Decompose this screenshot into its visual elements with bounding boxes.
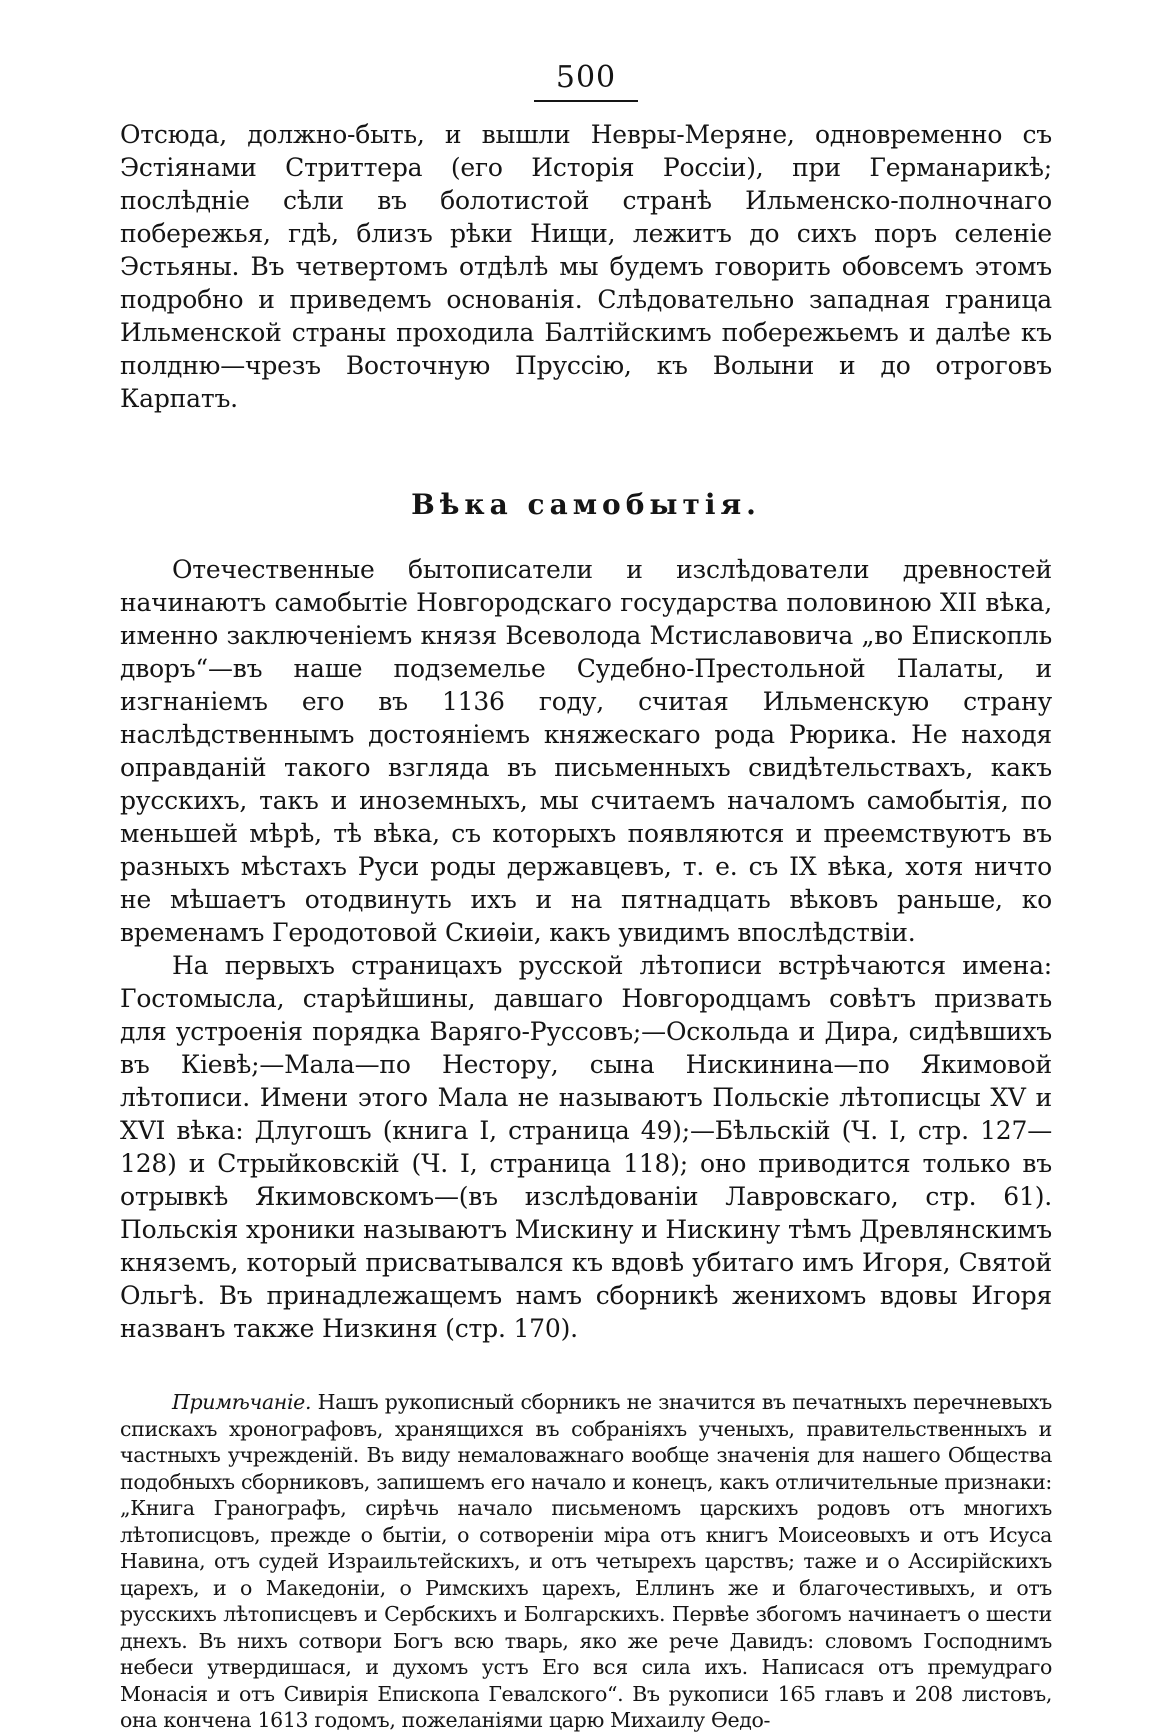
intro-paragraph: Отсюда, должно-быть, и вышли Невры-Меряне, одновременно съ Эстіянами Стриттера (его Исторія Россіи), при Германарикѣ; послѣдніе сѣли въ болотистой странѣ Ильменско-полночнаго побережья, гдѣ, близъ рѣки Нищи, лежитъ до сихъ поръ селеніе Эстьяны. Въ четвертомъ отдѣлѣ мы будемъ говорить обовсемъ этомъ подробно и приведемъ основанія. Слѣдовательно западная граница Ильменской страны проходила Балтійскимъ побережьемъ и далѣе къ полдню—чрезъ Восточную Пруссію, къ Волыни и до отроговъ Карпатъ. — [120, 120, 1052, 413]
body-paragraph-2: На первыхъ страницахъ русской лѣтописи встрѣчаются имена: Гостомысла, старѣйшины, давшаго Новгородцамъ совѣтъ призвать для устроенія порядка Варяго-Руссовъ;—Оскольда и Дира, сидѣвшихъ въ Кіевѣ;—Мала—по Нестору, сына Нискинина—по Якимовой лѣтописи. Имени этого Мала не называютъ Польскіе лѣтописцы XV и XVI вѣка: Длугошъ (книга I, страница 49);—Бѣльскій (Ч. I, стр. 127—128) и Стрыйковскій (Ч. I, страница 118); оно приводится только въ отрывкѣ Якимовскомъ—(въ изслѣдованіи Лавровскаго, стр. 61). Польскія хроники называютъ Мискину и Нискину тѣмъ Древлянскимъ княземъ, который присватывался къ вдовѣ убитаго имъ Игоря, Святой Ольгѣ. Въ принадлежащемъ намъ сборникѣ женихомъ вдовы Игоря названъ также Низкиня (стр. 170). — [120, 951, 1052, 1343]
footnote-label: Примѣчаніе. — [172, 1390, 312, 1414]
page-number-rule — [534, 100, 638, 102]
page-number: 500 — [555, 60, 617, 95]
footnote — [120, 1389, 1052, 1734]
body-paragraph-1: Отечественные бытописатели и изслѣдователи древностей начинаютъ самобытіе Новгородскаго государства половиною XII вѣка, именно заключеніемъ князя Всеволода Мстиславовича „во Епископль дворъ“—въ наше подземелье Судебно-Престольной Палаты, и изгнаніемъ его въ 1136 году, считая Ильменскую страну наслѣдственнымъ достояніемъ княжескаго рода Рюрика. Не находя оправданій такого взгляда въ письменныхъ свидѣтельствахъ, какъ русскихъ, такъ и иноземныхъ, мы считаемъ началомъ самобытія, по меньшей мѣрѣ, тѣ вѣка, съ которыхъ появляются и преемствуютъ въ разныхъ мѣстахъ Руси роды державцевъ, т. е. съ IX вѣка, хотя ничто не мѣшаетъ отодвинуть ихъ и на пятнадцать вѣковъ раньше, ко временамъ Геродотовой Скиѳіи, какъ увидимъ впослѣдствіи. — [120, 555, 1052, 947]
document-page — [120, 60, 1052, 1734]
footnote-text: Нашъ рукописный сборникъ не значится въ печатныхъ перечневыхъ спискахъ хронографовъ, хранящихся въ собраніяхъ ученыхъ, правительственныхъ и частныхъ учрежденій. Въ виду немаловажнаго вообще значенія для нашего Общества подобныхъ сборниковъ, запишемъ его начало и конецъ, какъ отличительные признаки: „Книга Гранографъ, сирѣчь начало письменомъ царскихъ родовъ отъ многихъ лѣтописцовъ, прежде о бытіи, о сотвореніи міра отъ книгъ Моисеовыхъ и отъ Исуса Навина, отъ судей Израильтейскихъ, и отъ четырехъ царствъ; таже и о Ассирійскихъ царехъ, и о Македоніи, о Римскихъ царехъ, Еллинъ же и благочестивыхъ, и отъ русскихъ лѣтописцевъ и Сербскихъ и Болгарскихъ. Первѣе збогомъ начинаетъ о шести днехъ. Въ нихъ сотвори Богъ всю тварь, яко же рече Давидъ: словомъ Господнимъ небеси утвердишася, и духомъ устъ Его вся сила ихъ. Написася отъ премудраго Монасія и отъ Сивирія Епископа Гевалского“. Въ рукописи 165 главъ и 208 листовъ, она кончена 1613 годомъ, пожеланіями царю Михаилу Ѳедо- — [120, 1390, 1052, 1732]
section-heading: Вѣка самобытія. — [411, 488, 761, 521]
